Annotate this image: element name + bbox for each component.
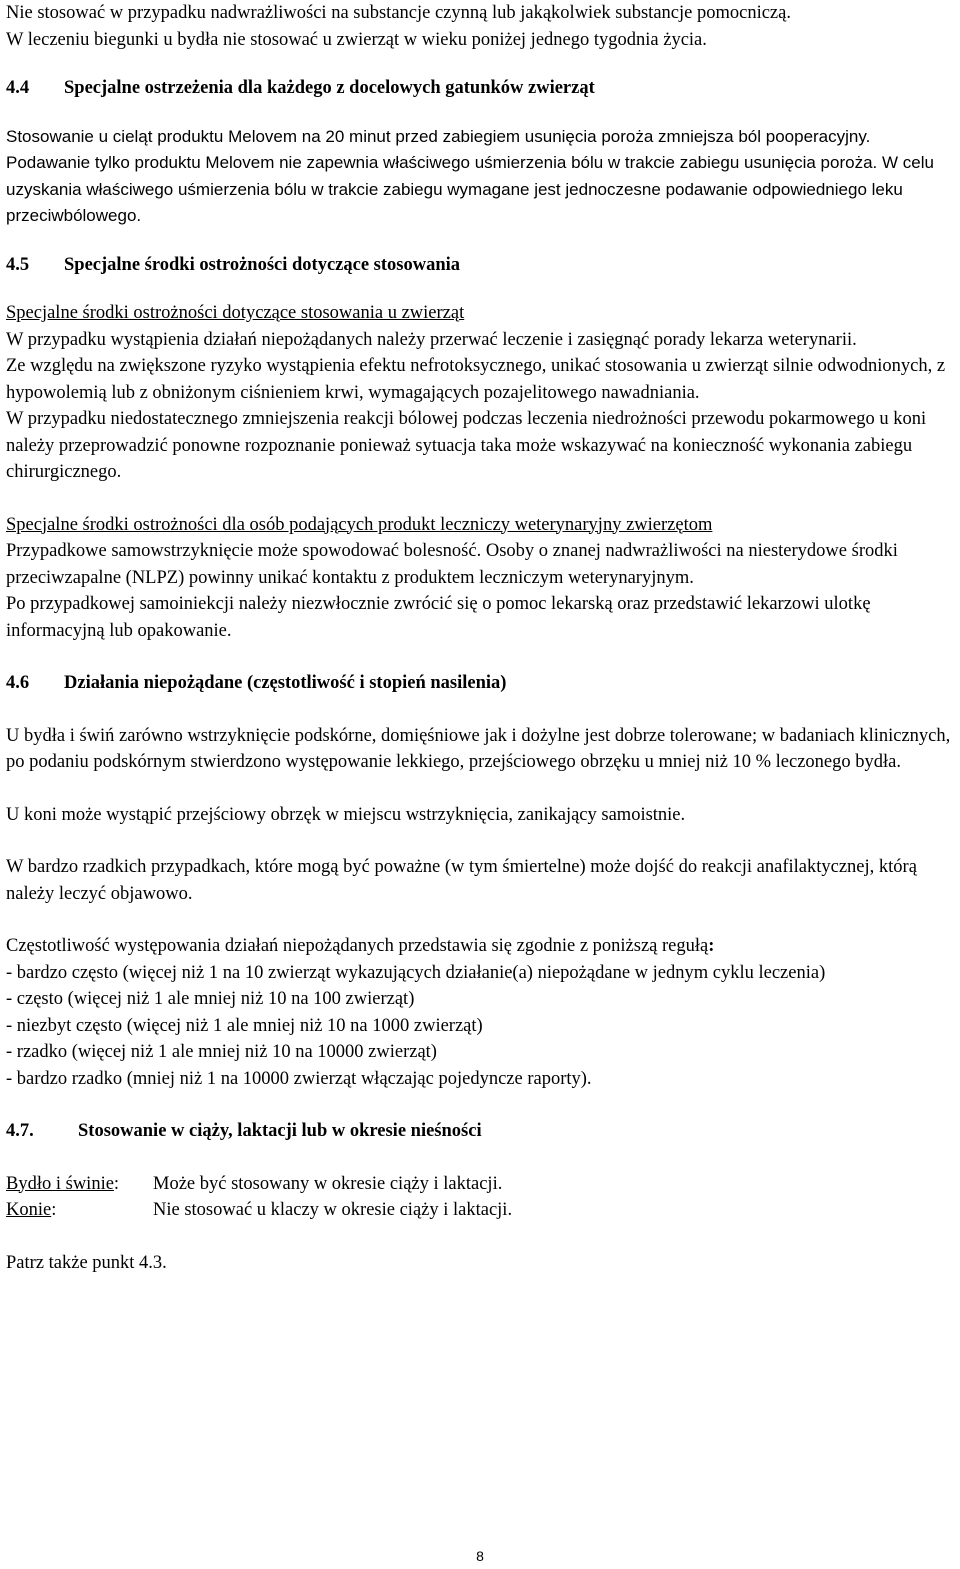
contraindication-text-2: W leczeniu biegunki u bydła nie stosować u zwierząt w wieku poniżej jednego tygodnia życia. [6,29,707,50]
page-number: 8 [476,1548,484,1564]
section-number: 4.5 [6,254,30,275]
section-4-6-heading [6,670,956,697]
species-colon: : [113,1173,120,1194]
species-text: Może być stosowany w okresie ciąży i laktacji. [153,1173,503,1194]
section-number: 4.4 [6,78,30,98]
document-page [6,0,956,1276]
section-4-5-heading [6,252,956,279]
contraindication-text-1: Nie stosować w przypadku nadwrażliwości na substancje czynną lub jakąkolwiek substancje pomocniczą. [6,3,791,23]
paragraph: W przypadku niedostatecznego zmniejszenia reakcji bólowej podczas leczenia niedrożności przewodu pokarmowego u koni należy przeprowadzić ponowne rozpoznanie ponieważ sytuacja taka może wskazywać na konieczność wykonania zabiegu chirurgicznego. [6,409,927,482]
frequency-intro-text: Częstotliwość występowania działań niepożądanych przedstawia się zgodnie z poniższą regułą [6,936,709,956]
subsection-heading-animals: Specjalne środki ostrożności dotyczące stosowania u zwierząt [6,303,465,323]
list-item: - niezbyt często (więcej niż 1 ale mniej niż 10 na 1000 zwierząt) [6,1015,483,1036]
list-item: - bardzo rzadko (mniej niż 1 na 10000 zwierząt włączając pojedyncze raporty). [6,1068,592,1089]
frequency-intro-colon: : [708,936,715,956]
section-number: 4.6 [6,673,30,693]
frequency-list [6,960,956,1093]
paragraph: Przypadkowe samowstrzyknięcie może spowodować bolesność. Osoby o znanej nadwrażliwości na niesterydowe środki przeciwzapalne (NLPZ) powinny unikać kontaktu z produktem leczniczym weterynaryjnym. [6,541,898,588]
species-colon: : [51,1200,57,1220]
section-4-4-heading [6,75,956,102]
paragraph: Po przypadkowej samoiniekcji należy niezwłocznie zwrócić się o pomoc lekarską oraz przedstawić lekarzowi ulotkę informacyjną lub opakowanie. [6,594,871,641]
see-also-note: Patrz także punkt 4.3. [6,1252,167,1273]
species-name: Bydło i świnie [6,1173,114,1194]
species-name: Konie [6,1200,52,1220]
species-label [6,1171,153,1198]
list-item: - bardzo często (więcej niż 1 na 10 zwierząt wykazujących działanie(a) niepożądane w jednym cyklu leczenia) [6,962,826,983]
subsection-heading-operators: Specjalne środki ostrożności dla osób podających produkt leczniczy weterynaryjny zwierzętom [6,514,713,535]
list-item: - często (więcej niż 1 ale mniej niż 10 na 100 zwierząt) [6,989,415,1009]
species-row-horses [6,1197,956,1224]
species-row-cattle-pigs [6,1171,956,1198]
species-label [6,1197,153,1224]
section-4-7-heading [6,1118,956,1145]
frequency-intro [6,933,956,960]
paragraph: Ze względu na zwiększone ryzyko wystąpienia efektu nefrotoksycznego, unikać stosowania u zwierząt silnie odwodnionych, z hypowolemią lub z obniżonym ciśnieniem krwi, wymagających pozajelitowego nawadniania. [6,356,946,403]
section-title: Stosowanie w ciąży, laktacji lub w okresie nieśności [78,1121,482,1141]
list-item: - rzadko (więcej niż 1 ale mniej niż 10 na 10000 zwierząt) [6,1042,437,1062]
paragraph: W przypadku wystąpienia działań niepożądanych należy przerwać leczenie i zasięgnąć porady lekarza weterynarii. [6,329,857,350]
section-title: Specjalne środki ostrożności dotyczące stosowania [64,254,461,275]
species-text: Nie stosować u klaczy w okresie ciąży i laktacji. [153,1200,513,1220]
section-4-4-paragraph: Stosowanie u cieląt produktu Melovem na 20 minut przed zabiegiem usunięcia poroża zmniejsza ból pooperacyjny. Podawanie tylko produktu Melovem nie zapewnia właściwego uśmierzenia bólu w trakcie zabiegu usunięcia poroża. W celu uzyskania właściwego uśmierzenia bólu w trakcie zabiegu wymagane jest jednoczesne podawanie odpowiedniego leku przeciwbólowego. [6,126,934,225]
paragraph: W bardzo rzadkich przypadkach, które mogą być poważne (w tym śmiertelne) może dojść do reakcji anafilaktycznej, którą należy leczyć objawowo. [6,857,917,904]
paragraph: U bydła i świń zarówno wstrzyknięcie podskórne, domięśniowe jak i dożylne jest dobrze tolerowane; w badaniach klinicznych, po podaniu podskórnym stwierdzono występowanie lekkiego, przejściowego obrzęku u mniej niż 10 % leczonego bydła. [6,725,951,772]
section-number: 4.7. [6,1121,34,1141]
paragraph: U koni może wystąpić przejściowy obrzęk w miejscu wstrzyknięcia, zanikający samoistnie. [6,804,686,825]
section-title: Specjalne ostrzeżenia dla każdego z docelowych gatunków zwierząt [64,78,595,98]
section-title: Działania niepożądane (częstotliwość i stopień nasilenia) [64,673,507,693]
